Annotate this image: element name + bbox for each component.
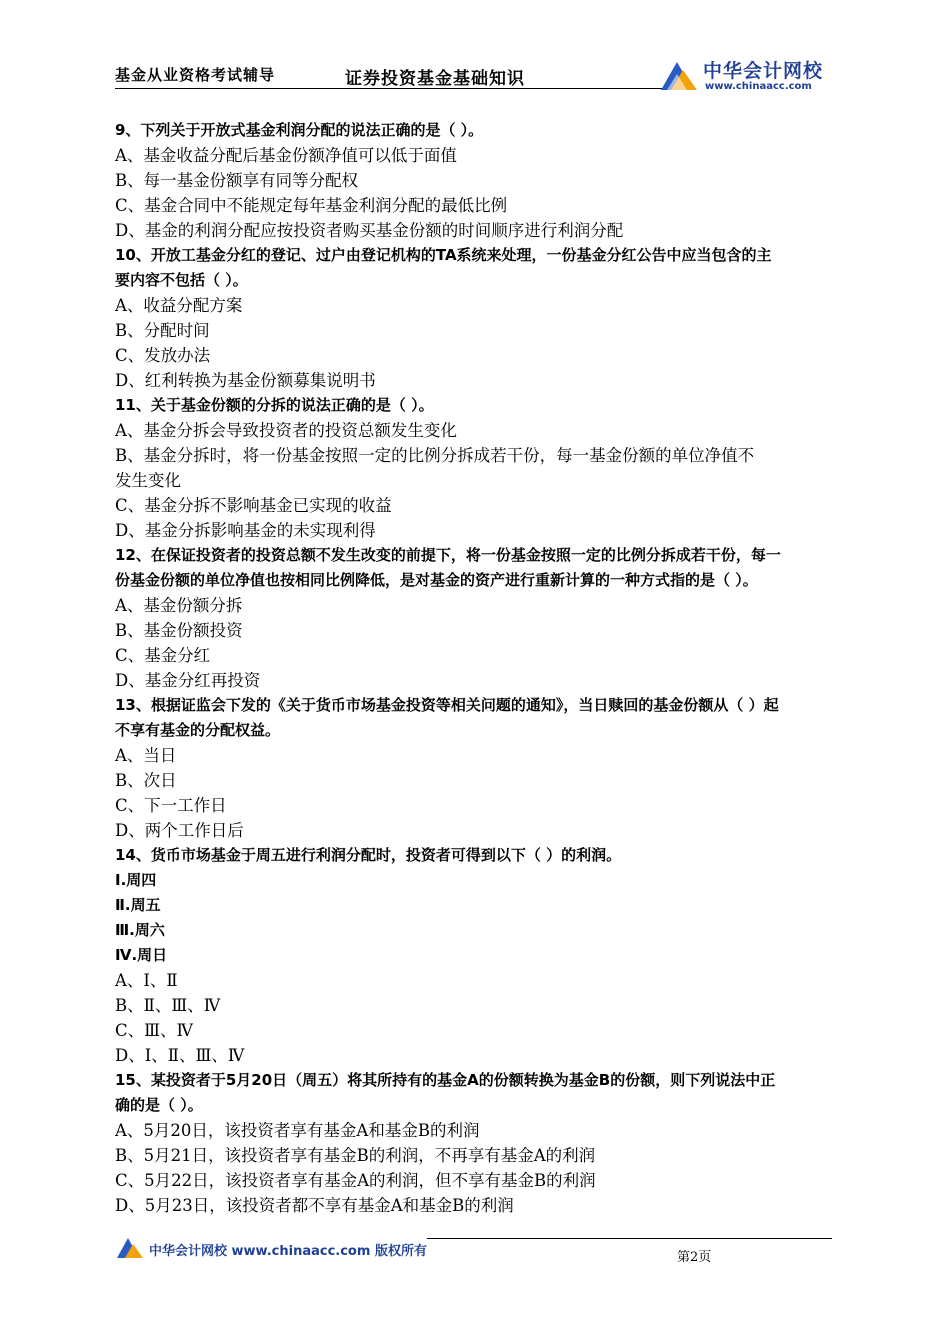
question-stem: 11、关于基金份额的分拆的说法正确的是（ ）。 (115, 396, 434, 414)
question-stem: Ⅱ.周五 (115, 896, 161, 914)
question-block (115, 393, 840, 543)
answer-option: A、当日 (115, 746, 177, 765)
answer-option: D、5月23日，该投资者都不享有基金A和基金B的利润 (115, 1196, 514, 1215)
logo-name: 中华会计网校 (703, 60, 824, 82)
page-number: 第2页 (677, 1250, 712, 1265)
answer-option: C、发放办法 (115, 346, 211, 365)
question-stem: Ⅰ.周四 (115, 871, 157, 889)
answer-option: D、两个工作日后 (115, 821, 244, 840)
question-block (115, 843, 840, 1068)
answer-option: D、基金分拆影响基金的未实现利得 (115, 521, 376, 540)
answer-option: C、5月22日，该投资者享有基金A的利润，但不享有基金B的利润 (115, 1171, 596, 1190)
answer-option: D、基金分红再投资 (115, 671, 261, 690)
answer-option: A、基金份额分拆 (115, 596, 243, 615)
question-stem: 确的是（ ）。 (115, 1096, 203, 1114)
footer-logo-icon (115, 1236, 145, 1260)
header-subject-title: 证券投资基金基础知识 (345, 69, 525, 89)
question-stem: Ⅲ.周六 (115, 921, 165, 939)
question-block (115, 1068, 840, 1218)
answer-option: C、Ⅲ、Ⅳ (115, 1021, 194, 1040)
question-stem: 14、货币市场基金于周五进行利润分配时，投资者可得到以下（ ）的利润。 (115, 846, 622, 864)
logo-url: www.chinaacc.com (705, 81, 812, 92)
question-stem: Ⅳ.周日 (115, 946, 168, 964)
answer-option: D、红利转换为基金份额募集说明书 (115, 371, 376, 390)
answer-option: C、基金分拆不影响基金已实现的收益 (115, 496, 392, 515)
question-stem: 要内容不包括（ ）。 (115, 271, 248, 289)
question-stem: 不享有基金的分配权益。 (115, 721, 281, 739)
answer-option: A、Ⅰ、Ⅱ (115, 971, 178, 990)
answer-option: C、基金合同中不能规定每年基金利润分配的最低比例 (115, 196, 508, 215)
question-list (115, 118, 840, 1218)
question-stem: 15、某投资者于5月20日（周五）将其所持有的基金A的份额转换为基金B的份额，则下列说法中正 (115, 1071, 776, 1089)
page-footer (115, 1232, 835, 1272)
answer-option: 发生变化 (115, 471, 181, 490)
answer-option: B、分配时间 (115, 321, 210, 340)
question-block (115, 693, 840, 843)
header-exam-name: 基金从业资格考试辅导 (115, 66, 276, 84)
answer-option: B、次日 (115, 771, 177, 790)
answer-option: A、收益分配方案 (115, 296, 243, 315)
answer-option: D、Ⅰ、Ⅱ、Ⅲ、Ⅳ (115, 1046, 245, 1065)
answer-option: A、基金分拆会导致投资者的投资总额发生变化 (115, 421, 457, 440)
question-block (115, 543, 840, 693)
footer-copyright: 中华会计网校 www.chinaacc.com 版权所有 (149, 1244, 427, 1259)
page-header (115, 56, 837, 94)
question-stem: 10、开放工基金分红的登记、过户由登记机构的TA系统来处理，一份基金分红公告中应当包含的主 (115, 246, 772, 264)
answer-option: B、基金份额投资 (115, 621, 243, 640)
answer-option: B、每一基金份额享有同等分配权 (115, 171, 359, 190)
answer-option: A、5月20日，该投资者享有基金A和基金B的利润 (115, 1121, 480, 1140)
header-rule (115, 88, 695, 89)
question-block (115, 118, 840, 243)
question-stem: 13、根据证监会下发的《关于货币市场基金投资等相关问题的通知》，当日赎回的基金份额从（ ）起 (115, 696, 779, 714)
answer-option: D、基金的利润分配应按投资者购买基金份额的时间顺序进行利润分配 (115, 221, 624, 240)
footer-rule (427, 1238, 832, 1239)
answer-option: C、下一工作日 (115, 796, 227, 815)
answer-option: A、基金收益分配后基金份额净值可以低于面值 (115, 146, 457, 165)
answer-option: C、基金分红 (115, 646, 211, 665)
logo-triangle-icon (657, 60, 701, 92)
answer-option: B、基金分拆时，将一份基金按照一定的比例分拆成若干份，每一基金份额的单位净值不 (115, 446, 755, 465)
question-stem: 9、下列关于开放式基金利润分配的说法正确的是（ ）。 (115, 121, 484, 139)
site-logo (657, 56, 837, 96)
question-block (115, 243, 840, 393)
question-stem: 12、在保证投资者的投资总额不发生改变的前提下，将一份基金按照一定的比例分拆成若干份，每一 (115, 546, 781, 564)
answer-option: B、Ⅱ、Ⅲ、Ⅳ (115, 996, 221, 1015)
question-stem: 份基金份额的单位净值也按相同比例降低，是对基金的资产进行重新计算的一种方式指的是（ ）。 (115, 571, 758, 589)
answer-option: B、5月21日，该投资者享有基金B的利润，不再享有基金A的利润 (115, 1146, 596, 1165)
